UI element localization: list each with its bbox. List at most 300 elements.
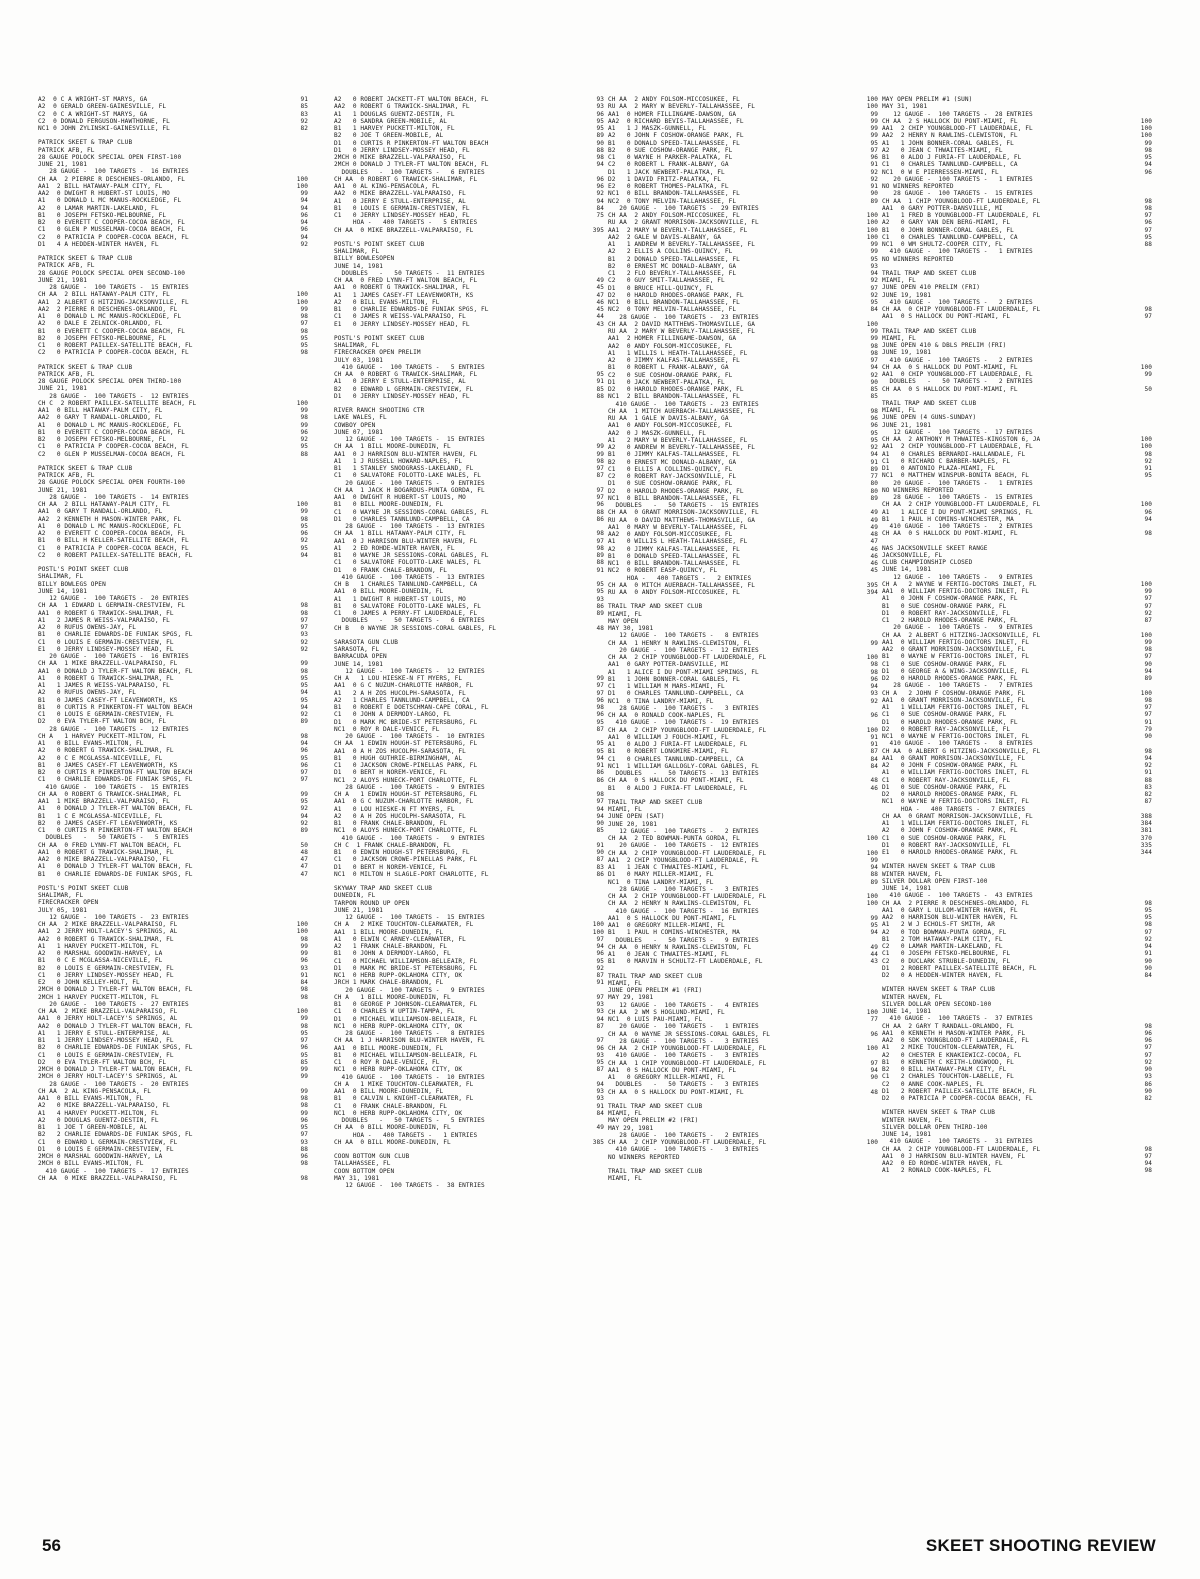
- result-score: 46: [870, 784, 878, 792]
- result-score: 83: [300, 110, 308, 118]
- result-text: NC1 0 MATTHEW WINSPUR-BONITA BEACH, FL: [882, 472, 1029, 480]
- result-line: [882, 559, 1152, 566]
- result-score: 83: [1144, 783, 1152, 791]
- result-line: [608, 611, 878, 618]
- result-text: NC1 0 HERB RUPP-OKLAHOMA CITY, OK: [334, 1022, 463, 1030]
- result-score: [578, 342, 604, 349]
- result-text: C2 0 GLEN P MUSSELMAN-COCOA BEACH, FL: [38, 450, 185, 458]
- result-text: 410 GAUGE - 100 TARGETS - 2 ENTRIES: [882, 523, 1033, 530]
- result-text: AA1 0 WILLIAM FERTIG-DOCTORS INLET, FL: [882, 638, 1029, 646]
- result-score: 94: [300, 233, 308, 241]
- result-score: 96: [300, 747, 308, 755]
- result-text: AA2 0 ANDY FOLSOM-MICCOSUKEE, FL: [608, 342, 733, 350]
- result-score: [852, 647, 878, 654]
- result-text: CH AA 2 BILL HATAWAY-PALM CITY, FL: [38, 291, 170, 299]
- result-line: [334, 596, 604, 603]
- result-score: 96: [1144, 508, 1152, 516]
- result-line: [334, 125, 604, 132]
- result-line: [334, 292, 604, 299]
- result-text: B1 0 WAYNE W FERTIG-DOCTORS INLET, FL: [882, 653, 1029, 661]
- result-line: [608, 1016, 878, 1023]
- result-score: [1126, 277, 1152, 284]
- result-score: [1126, 494, 1152, 501]
- result-text: NC1 0 WM SHULTZ-COOPER CITY, FL: [882, 241, 1003, 248]
- result-line: [608, 451, 878, 458]
- result-line: [882, 595, 1152, 602]
- result-line: [608, 886, 878, 893]
- result-text: PATRICK SKEET & TRAP CLUB: [38, 363, 133, 371]
- result-line: [334, 719, 604, 726]
- result-line: [334, 299, 604, 306]
- result-line: [38, 176, 308, 183]
- result-score: 84: [870, 306, 878, 314]
- result-score: [1126, 523, 1152, 530]
- result-text: JACKSONVILLE, FL: [882, 551, 943, 559]
- result-score: 100: [1140, 631, 1152, 639]
- result-text: 2MCH 0 DONALD J TYLER-FT WALTON BEACH, FL: [38, 1066, 193, 1073]
- result-line: [334, 335, 604, 342]
- result-text: CH A 1 LOU HIESKE-N FT MYERS, FL: [334, 675, 463, 682]
- result-text: 410 GAUGE - 100 TARGETS - 8 ENTRIES: [882, 740, 1033, 748]
- result-score: 94: [300, 219, 308, 226]
- result-text: A2 0 DALE E ZELNICK-ORLANDO, FL: [38, 320, 163, 328]
- result-line: [882, 161, 1152, 168]
- result-line: [38, 393, 308, 400]
- result-score: 100: [296, 921, 308, 928]
- result-score: 96: [1144, 1029, 1152, 1037]
- result-score: 87: [596, 1022, 604, 1030]
- club-results-block: [38, 566, 308, 878]
- result-score: 93: [596, 595, 604, 603]
- result-line: [608, 263, 878, 270]
- result-text: B1 1 PAUL H COMINS-WINCHESTER, MA: [882, 515, 1014, 523]
- result-score: 97: [596, 1037, 604, 1045]
- result-score: 93: [596, 1008, 604, 1016]
- result-score: 95: [870, 436, 878, 444]
- result-score: [852, 994, 878, 1001]
- result-score: 98: [1144, 899, 1152, 907]
- result-score: 388: [1140, 812, 1152, 820]
- result-text: CH AA 1 JACK H BOGARDUS-PUNTA GORDA, FL: [334, 486, 485, 494]
- result-line: [334, 943, 604, 950]
- result-text: NC1 0 ROY R DALE-VENICE, FL: [334, 725, 440, 733]
- result-line: [334, 429, 604, 436]
- result-score: 99: [870, 335, 878, 343]
- result-text: CH AA 2 MIKE BRAZZELL-VALPARAISO, FL: [38, 1008, 178, 1015]
- result-score: 85: [870, 393, 878, 401]
- result-line: [608, 893, 878, 900]
- result-text: A1 2 MIKE TOUCHTON-CLEARWATER, FL: [882, 1044, 1014, 1052]
- result-line: [882, 1153, 1152, 1160]
- result-line: [334, 1008, 604, 1015]
- result-line: [38, 270, 308, 277]
- result-line: [608, 821, 878, 828]
- result-line: [882, 1081, 1152, 1088]
- result-line: [334, 494, 604, 501]
- result-text: B1 0 BILL MOORE-DUNEDIN, FL: [334, 501, 444, 509]
- result-text: 410 GAUGE - 100 TARGETS - 17 ENTRIES: [38, 1167, 189, 1175]
- result-text: 12 GAUGE - 100 TARGETS - 28 ENTRIES: [882, 110, 1033, 118]
- result-score: [578, 241, 604, 248]
- result-score: 97: [596, 465, 604, 472]
- result-line: [38, 1088, 308, 1095]
- result-line: [38, 791, 308, 798]
- result-score: 99: [870, 125, 878, 132]
- result-line: [38, 646, 308, 653]
- result-text: D1 0 CURTIS R PINKERTON-FT WALTON BEACH: [334, 139, 489, 147]
- club-results-block: [38, 255, 308, 357]
- result-line: [608, 379, 878, 386]
- result-text: CH AA 0 BILL MOORE-DUNEDIN, FL: [334, 1124, 451, 1132]
- result-text: 28 GAUGE - 100 TARGETS - 12 ENTRIES: [38, 392, 189, 400]
- result-text: A1 0 CHARLES BERNARDI-HALLANDALE, FL: [882, 450, 1026, 458]
- result-line: [38, 291, 308, 298]
- result-score: [1126, 328, 1152, 335]
- result-score: 89: [870, 197, 878, 205]
- result-text: RU AA 2 MARY W BEVERLY-TALLAHASSEE, FL: [608, 103, 755, 111]
- result-line: [608, 785, 878, 792]
- result-score: 48: [870, 777, 878, 785]
- result-line: [882, 798, 1152, 805]
- result-line: [334, 653, 604, 660]
- result-line: [38, 733, 308, 740]
- result-line: [334, 277, 604, 284]
- result-line: [608, 582, 878, 589]
- result-score: 97: [1144, 595, 1152, 603]
- result-score: [1126, 885, 1152, 892]
- result-line: [38, 190, 308, 197]
- result-text: C2 0 LAMAR MARTIN-LAKELAND, FL: [882, 943, 1003, 950]
- result-text: B2 0 JAMES CASEY-FT LEAVENWORTH, KS: [38, 819, 178, 827]
- result-line: [334, 487, 604, 494]
- result-line: [334, 509, 604, 516]
- result-line: [334, 1095, 604, 1102]
- result-line: [882, 494, 1152, 501]
- result-line: [608, 756, 878, 763]
- result-line: [334, 856, 604, 863]
- result-text: A2 0 ROBERT JACKETT-FT WALTON BEACH, FL: [334, 96, 489, 103]
- result-text: D1 0 FRANK CHALE-BRANDON, FL: [334, 566, 448, 574]
- result-line: [38, 726, 308, 733]
- result-text: 12 GAUGE - 100 TARGETS - 38 ENTRIES: [334, 1182, 485, 1189]
- result-text: AA1 0 HOMER FILLINGAME-DAWSON, GA: [608, 110, 737, 118]
- result-line: [38, 400, 308, 407]
- result-text: CH AA 2 CHIP YOUNGBLOOD-FT LAUDERDALE, FL: [882, 1145, 1041, 1153]
- result-score: [282, 588, 308, 595]
- result-text: CLUB CHAMPIONSHIP CLOSED: [882, 559, 973, 566]
- result-text: DUNEDIN, FL: [334, 892, 376, 900]
- result-text: CH AA 2 CHIP YOUNGBLOOD-FT LAUDERDALE, FL: [608, 726, 767, 734]
- result-score: [578, 617, 604, 624]
- result-line: [882, 140, 1152, 147]
- result-text: C1 1 WILLIAM M MARS-MIAMI, FL: [608, 683, 725, 690]
- result-text: CH AA 0 S HALLOCK DU PONT-MIAMI, FL: [882, 530, 1018, 538]
- result-text: B1 0 HUGH GUTHRIE-BIRMINGHAM, AL: [334, 754, 463, 762]
- result-text: 12 GAUGE - 100 TARGETS - 8 ENTRIES: [608, 632, 759, 640]
- result-score: 82: [1144, 1095, 1152, 1102]
- result-line: [882, 248, 1152, 255]
- result-score: [852, 1052, 878, 1059]
- result-text: CH AA 0 ROBERT G TRAWICK-SHALIMAR, FL: [334, 371, 478, 378]
- result-score: 50: [300, 841, 308, 849]
- result-line: [334, 675, 604, 682]
- result-text: 28 GAUGE - 100 TARGETS - 16 ENTRIES: [38, 168, 189, 176]
- result-text: AA1 0 S HALLOCK DU PONT-MIAMI, FL: [882, 313, 1011, 321]
- result-text: JULY 03, 1981: [334, 356, 383, 364]
- result-line: [38, 704, 308, 711]
- result-line: [38, 602, 308, 609]
- result-score: [282, 1081, 308, 1088]
- result-line: [334, 755, 604, 762]
- result-score: 89: [596, 552, 604, 559]
- result-text: D1 2 ROBERT PAILLEX-SATELLITE BEACH, FL: [882, 1087, 1037, 1095]
- result-score: 98: [1144, 646, 1152, 653]
- result-text: 28 GAUGE POLOCK SPECIAL OPEN SECOND-100: [38, 269, 185, 277]
- result-score: [1126, 1109, 1152, 1116]
- result-text: AA1 0 WILLIAM J FOUCH-MIAMI, FL: [608, 733, 729, 741]
- result-line: [334, 169, 604, 176]
- result-line: [608, 799, 878, 806]
- result-score: 100: [866, 226, 878, 234]
- result-score: [578, 1168, 604, 1175]
- result-score: 90: [1144, 733, 1152, 740]
- result-text: D2 0 ROBERT RAY-JACKSONVILLE, FL: [882, 725, 1011, 733]
- result-score: 99: [300, 407, 308, 414]
- result-line: [38, 306, 308, 313]
- result-text: NC1 0 LUIS PAU-MIAMI, FL: [608, 1016, 703, 1023]
- result-line: [334, 219, 604, 226]
- result-score: 94: [870, 1066, 878, 1074]
- result-text: A2 0 MIKE BRAZZELL-VALPARAISO, FL: [38, 1102, 170, 1110]
- result-line: [334, 950, 604, 957]
- result-text: NC1 2 ALOYS HUNECK-PORT CHARLOTTE, FL: [334, 776, 478, 784]
- result-line: [882, 241, 1152, 248]
- result-text: CH AA 2 CHIP YOUNGBLOOD-FT LAUDERDALE, FL: [608, 1045, 767, 1052]
- result-text: E1 0 JERRY LINDSEY-MOSSEY HEAD, FL: [38, 645, 174, 653]
- result-line: [882, 690, 1152, 697]
- result-line: [882, 1109, 1152, 1116]
- result-line: [334, 393, 604, 400]
- result-line: [608, 415, 878, 422]
- result-line: [882, 1052, 1152, 1059]
- result-score: 92: [870, 291, 878, 299]
- result-text: C1 0 JACKSON CROWE-PINELLAS PARK, FL: [334, 762, 478, 769]
- result-text: E1 0 HAROLD RHODES-ORANGE PARK, FL: [882, 849, 1018, 856]
- result-score: 96: [300, 1153, 308, 1160]
- result-text: PATRICK AFB, FL: [38, 146, 95, 154]
- result-line: [608, 661, 878, 668]
- result-score: 94: [596, 943, 604, 950]
- result-text: AA1 0 J HARRISON BLU-WINTER HAVEN, FL: [334, 537, 478, 545]
- result-score: 95: [300, 1051, 308, 1059]
- result-score: 94: [596, 754, 604, 762]
- result-line: [882, 509, 1152, 516]
- result-score: [578, 1117, 604, 1124]
- result-line: [882, 103, 1152, 110]
- result-score: 90: [870, 1074, 878, 1081]
- result-line: [38, 205, 308, 212]
- result-text: TRAIL TRAP AND SKEET CLUB: [608, 972, 703, 980]
- result-text: MAY 30, 1981: [608, 625, 654, 632]
- result-score: 93: [870, 262, 878, 270]
- result-line: [38, 863, 308, 870]
- result-score: 89: [870, 878, 878, 886]
- result-score: 88: [596, 508, 604, 516]
- result-text: C2 0 ROBERT RAY-JACKSONVILLE, FL: [608, 473, 737, 480]
- result-text: SKYWAY TRAP AND SKEET CLUB: [334, 885, 432, 892]
- result-score: 89: [870, 465, 878, 473]
- result-line: [608, 734, 878, 741]
- result-line: [334, 813, 604, 820]
- result-line: [334, 538, 604, 545]
- result-text: AA1 0 MARY W BEVERLY-TALLAHASSEE, FL: [608, 523, 748, 531]
- result-line: [38, 183, 308, 190]
- result-text: C2 0 C A WRIGHT-ST MARYS, GA: [38, 110, 148, 118]
- result-score: 100: [1140, 436, 1152, 443]
- result-score: 91: [1144, 718, 1152, 726]
- result-text: COWBOY OPEN: [334, 421, 376, 429]
- result-line: [882, 270, 1152, 277]
- result-text: B1 0 LOUIS E GERMAIN-CRESTVIEW, FL: [334, 204, 470, 212]
- result-line: [608, 857, 878, 864]
- result-text: B1 0 FRANK CHALE-BRANDON, FL: [334, 820, 448, 827]
- result-text: JUNE 21, 1981: [38, 276, 87, 284]
- result-line: [882, 205, 1152, 212]
- result-score: 96: [870, 422, 878, 430]
- result-score: 98: [596, 457, 604, 465]
- result-text: CH AA 0 BILL MOORE-DUNEDIN, FL: [334, 1138, 451, 1146]
- result-score: 94: [300, 551, 308, 559]
- result-line: [38, 1110, 308, 1117]
- result-score: 97: [596, 494, 604, 501]
- result-line: [882, 219, 1152, 226]
- result-text: DOUBLES - 50 TARGETS - 13 ENTRIES: [608, 770, 759, 777]
- result-score: [282, 284, 308, 291]
- result-text: A1 1 JAMES CASEY-FT LEAVENWORTH, KS: [334, 291, 474, 299]
- result-line: [882, 169, 1152, 176]
- result-text: C1 0 JOSEPH FETSKO-MELBOURNE, FL: [882, 950, 1011, 958]
- result-text: C1 0 EDWARD L GERMAIN-CRESTVIEW, FL: [38, 1138, 178, 1146]
- result-score: 96: [870, 154, 878, 161]
- club-results-block: [882, 986, 1152, 1102]
- result-text: POSTL'S POINT SKEET CLUB: [38, 884, 129, 892]
- result-text: CH AA 0 ALBERT G HITZING-JACKSONVILLE, FL: [882, 747, 1041, 755]
- result-score: [282, 277, 308, 284]
- result-line: [334, 263, 604, 270]
- result-line: [38, 328, 308, 335]
- result-score: [852, 828, 878, 835]
- result-text: DOUBLES - 50 TARGETS - 5 ENTRIES: [38, 834, 189, 842]
- result-line: [334, 1168, 604, 1175]
- result-line: [608, 227, 878, 234]
- result-score: 96: [300, 226, 308, 234]
- result-line: [38, 537, 308, 544]
- result-line: [38, 827, 308, 834]
- result-text: JUNE 19, 1981: [882, 291, 931, 299]
- result-text: B1 0 CHARLIE EDWARDS-DE FUNIAK SPGS, FL: [38, 870, 193, 878]
- result-text: D2 0 PATRICIA P COOPER-COCOA BEACH, FL: [882, 1095, 1033, 1102]
- club-results-block: [882, 863, 1152, 979]
- result-line: [608, 879, 878, 886]
- result-score: 92: [870, 697, 878, 705]
- result-line: [882, 1073, 1152, 1080]
- result-line: [608, 328, 878, 335]
- result-score: 94: [870, 270, 878, 277]
- result-text: 20 GAUGE - 100 TARGETS - 1 ENTRIES: [882, 175, 1033, 183]
- result-line: [334, 588, 604, 595]
- result-score: 95: [1144, 233, 1152, 241]
- result-score: 85: [300, 1058, 308, 1066]
- result-text: AA2 0 ROBERT G TRAWICK-SHALIMAR, FL: [334, 103, 470, 111]
- result-score: [1126, 342, 1152, 349]
- result-line: [882, 1095, 1152, 1102]
- result-score: 91: [596, 566, 604, 574]
- result-line: [882, 921, 1152, 928]
- result-score: 88: [300, 1145, 308, 1153]
- result-text: C2 0 PATRICIA P COOPER-COCOA BEACH, FL: [38, 349, 189, 357]
- result-line: [38, 581, 308, 588]
- result-text: D1 0 JACK NEWBERT-PALATKA, FL: [608, 378, 725, 386]
- result-line: [334, 132, 604, 139]
- result-text: AA1 1 BILL MOORE-DUNEDIN, FL: [334, 928, 444, 936]
- result-line: [334, 443, 604, 450]
- result-text: AA2 2 GALE W DAVIS-ALBANY, GA: [608, 233, 722, 241]
- result-text: 2MCH 1 HARVEY PUCKETT-MILTON, FL: [38, 993, 159, 1001]
- result-text: 410 GAUGE - 100 TARGETS - 13 ENTRIES: [334, 573, 485, 581]
- result-text: JUNE 14, 1981: [882, 1008, 931, 1015]
- result-line: [882, 516, 1152, 523]
- result-line: [608, 676, 878, 683]
- result-text: NC1 0 BILL BRANDON-TALLAHASSEE, FL: [608, 560, 740, 567]
- result-score: [282, 494, 308, 501]
- result-line: [38, 776, 308, 783]
- result-text: AA2 0 ROBERT G TRAWICK-SHALIMAR, FL: [38, 935, 174, 943]
- result-text: A2 2 ELLIS A COLLINS-QUINCY, FL: [608, 248, 733, 256]
- result-text: MIAMI, FL: [882, 334, 916, 342]
- result-line: [38, 451, 308, 458]
- result-text: MIAMI, FL: [608, 610, 642, 618]
- result-text: 28 GAUGE - 100 TARGETS - 2 ENTRIES: [608, 1131, 759, 1139]
- result-line: [882, 465, 1152, 472]
- result-text: A2 0 JOHN F COSHOW-ORANGE PARK, FL: [882, 762, 1018, 769]
- result-text: JUNE 14, 1981: [334, 262, 383, 270]
- result-score: 98: [870, 349, 878, 357]
- result-score: 95: [300, 443, 308, 451]
- result-text: A1 1 WILLIAM FERTIG-DOCTORS INLET, FL: [882, 820, 1029, 827]
- result-line: [608, 1031, 878, 1038]
- result-score: 94: [596, 805, 604, 813]
- result-text: 12 GAUGE - 100 TARGETS - 15 ENTRIES: [334, 436, 485, 443]
- result-score: 96: [300, 957, 308, 965]
- result-score: [578, 784, 604, 791]
- result-line: [334, 321, 604, 328]
- result-text: 20 GAUGE - 100 TARGETS - 10 ENTRIES: [334, 733, 485, 740]
- result-text: 410 GAUGE - 100 TARGETS - 10 ENTRIES: [334, 1073, 485, 1081]
- result-text: AA2 2 KENNETH H MASON-WINTER PARK, FL: [38, 515, 182, 523]
- result-text: CH AA 2 ANDY FOLSOM-MICCOSUKEE, FL: [608, 96, 740, 103]
- result-line: [334, 472, 604, 479]
- result-score: 97: [1144, 1044, 1152, 1052]
- result-score: 95: [596, 718, 604, 726]
- result-text: C1 0 SALVATORE FOLOTTO-LAKE WALES, FL: [334, 559, 481, 567]
- result-score: 95: [300, 754, 308, 762]
- result-score: 100: [866, 212, 878, 219]
- result-score: [1126, 335, 1152, 342]
- result-line: [882, 726, 1152, 733]
- result-line: [608, 1023, 878, 1030]
- result-score: 100: [866, 900, 878, 908]
- result-text: JUNE 19, 1981: [882, 349, 931, 357]
